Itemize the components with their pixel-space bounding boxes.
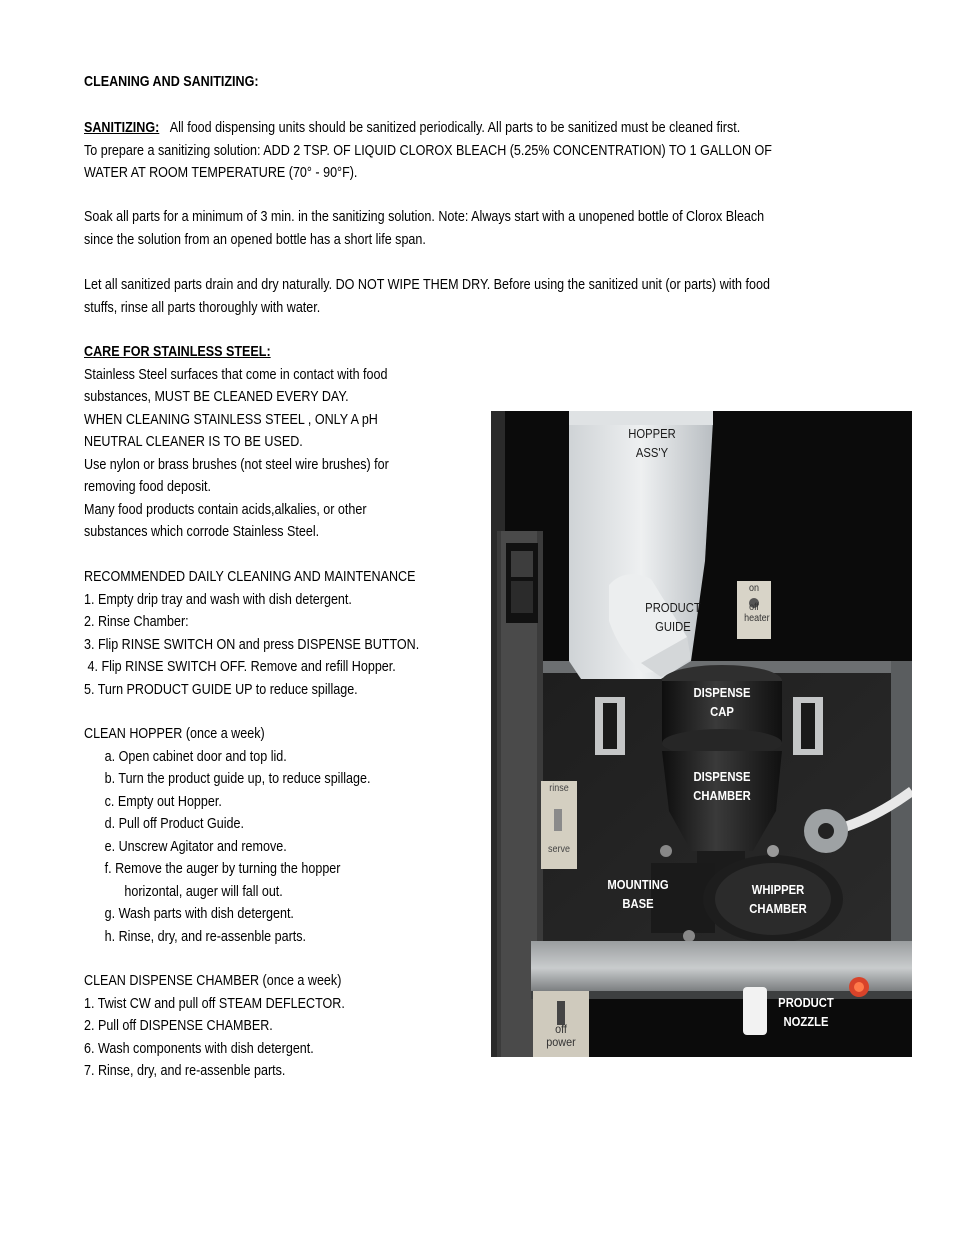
hopper-section [84, 723, 370, 948]
sanitizing-line-2: To prepare a sanitizing solution: ADD 2 TSP. OF LIQUID CLOROX BLEACH (5.25% CONCENTRATION) TO 1 GALLON OF [84, 142, 772, 159]
dispense-cap-label: DISPENSE CAP [693, 686, 751, 719]
list-item: 6. Wash components with dish detergent. [84, 1040, 314, 1057]
list-item: e. Unscrew Agitator and remove. [104, 838, 287, 855]
hopper-title: CLEAN HOPPER (once a week) [84, 726, 265, 742]
list-item: f. Remove the auger by turning the hopper [104, 861, 341, 877]
sanitizing-label: SANITIZING: [84, 120, 160, 136]
list-item: h. Rinse, dry, and re-assenble parts. [104, 928, 307, 945]
drain-line-2: stuffs, rinse all parts thoroughly with water. [84, 299, 321, 316]
list-item: c. Empty out Hopper. [104, 793, 222, 810]
dispense-chamber-label: DISPENSE CHAMBER [693, 770, 751, 803]
stainless-line: substances, MUST BE CLEANED EVERY DAY. [84, 389, 349, 405]
rinse-switch-label: rinse serve [547, 783, 570, 855]
stainless-section [84, 341, 389, 544]
whipper-chamber-label: WHIPPER CHAMBER [749, 883, 807, 916]
heater-switch-label: on off heater [744, 583, 770, 624]
soak-line-2: since the solution from an opened bottle has a short life span. [84, 231, 426, 248]
chamber-section [84, 970, 345, 1083]
stainless-line: WHEN CLEANING STAINLESS STEEL , ONLY A pH [84, 411, 378, 428]
sanitizing-paragraph [84, 117, 772, 185]
list-item: g. Wash parts with dish detergent. [104, 906, 294, 922]
stainless-line: Use nylon or brass brushes (not steel wire brushes) for [84, 456, 389, 473]
list-item: 4. Flip RINSE SWITCH OFF. Remove and refill Hopper. [84, 659, 396, 675]
stainless-line: removing food deposit. [84, 479, 211, 495]
product-guide-label: PRODUCT GUIDE [645, 601, 701, 634]
product-nozzle-label: PRODUCT NOZZLE [778, 996, 834, 1029]
daily-section [84, 566, 419, 701]
sanitizing-line-1: All food dispensing units should be sanitized periodically. All parts to be sanitized must be cleaned first. [169, 120, 741, 136]
list-item: 1. Empty drip tray and wash with dish detergent. [84, 591, 352, 608]
hopper-label: HOPPER ASS'Y [628, 427, 676, 460]
stainless-line: NEUTRAL CLEANER IS TO BE USED. [84, 434, 303, 450]
list-item: b. Turn the product guide up, to reduce spillage. [104, 771, 371, 787]
stainless-title: CARE FOR STAINLESS STEEL: [84, 344, 271, 360]
section-heading: CLEANING AND SANITIZING: [84, 74, 259, 90]
soak-line-1: Soak all parts for a minimum of 3 min. in the sanitizing solution. Note: Always start with a unopened bottle of Clorox Bleach [84, 209, 765, 225]
drain-paragraph [84, 274, 770, 319]
dispenser-illustration [491, 411, 912, 1057]
list-item: 2. Rinse Chamber: [84, 614, 189, 630]
list-item: 3. Flip RINSE SWITCH ON and press DISPENSE BUTTON. [84, 636, 420, 653]
drain-line-1: Let all sanitized parts drain and dry naturally. DO NOT WIPE THEM DRY. Before using the sanitized unit (or parts) with food [84, 277, 770, 293]
list-item: 7. Rinse, dry, and re-assenble parts. [84, 1063, 286, 1079]
list-item: a. Open cabinet door and top lid. [104, 748, 287, 765]
chamber-title: CLEAN DISPENSE CHAMBER (once a week) [84, 973, 342, 989]
list-item-continuation: horizontal, auger will fall out. [124, 883, 283, 900]
list-item: 5. Turn PRODUCT GUIDE UP to reduce spillage. [84, 681, 358, 698]
stainless-line: Stainless Steel surfaces that come in contact with food [84, 366, 388, 383]
list-item: d. Pull off Product Guide. [104, 816, 244, 832]
daily-title: RECOMMENDED DAILY CLEANING AND MAINTENANCE [84, 569, 416, 585]
stainless-line: Many food products contain acids,alkalies, or other [84, 501, 367, 518]
list-item: 2. Pull off DISPENSE CHAMBER. [84, 1018, 273, 1034]
sanitizing-line-3: WATER AT ROOM TEMPERATURE (70° - 90°F). [84, 165, 358, 181]
power-switch-label: off power [546, 1022, 576, 1049]
soak-paragraph [84, 206, 764, 251]
list-item: 1. Twist CW and pull off STEAM DEFLECTOR. [84, 995, 345, 1012]
mounting-base-label: MOUNTING BASE [607, 878, 669, 911]
dispenser-photo [491, 411, 912, 1057]
stainless-line: substances which corrode Stainless Steel. [84, 524, 320, 540]
